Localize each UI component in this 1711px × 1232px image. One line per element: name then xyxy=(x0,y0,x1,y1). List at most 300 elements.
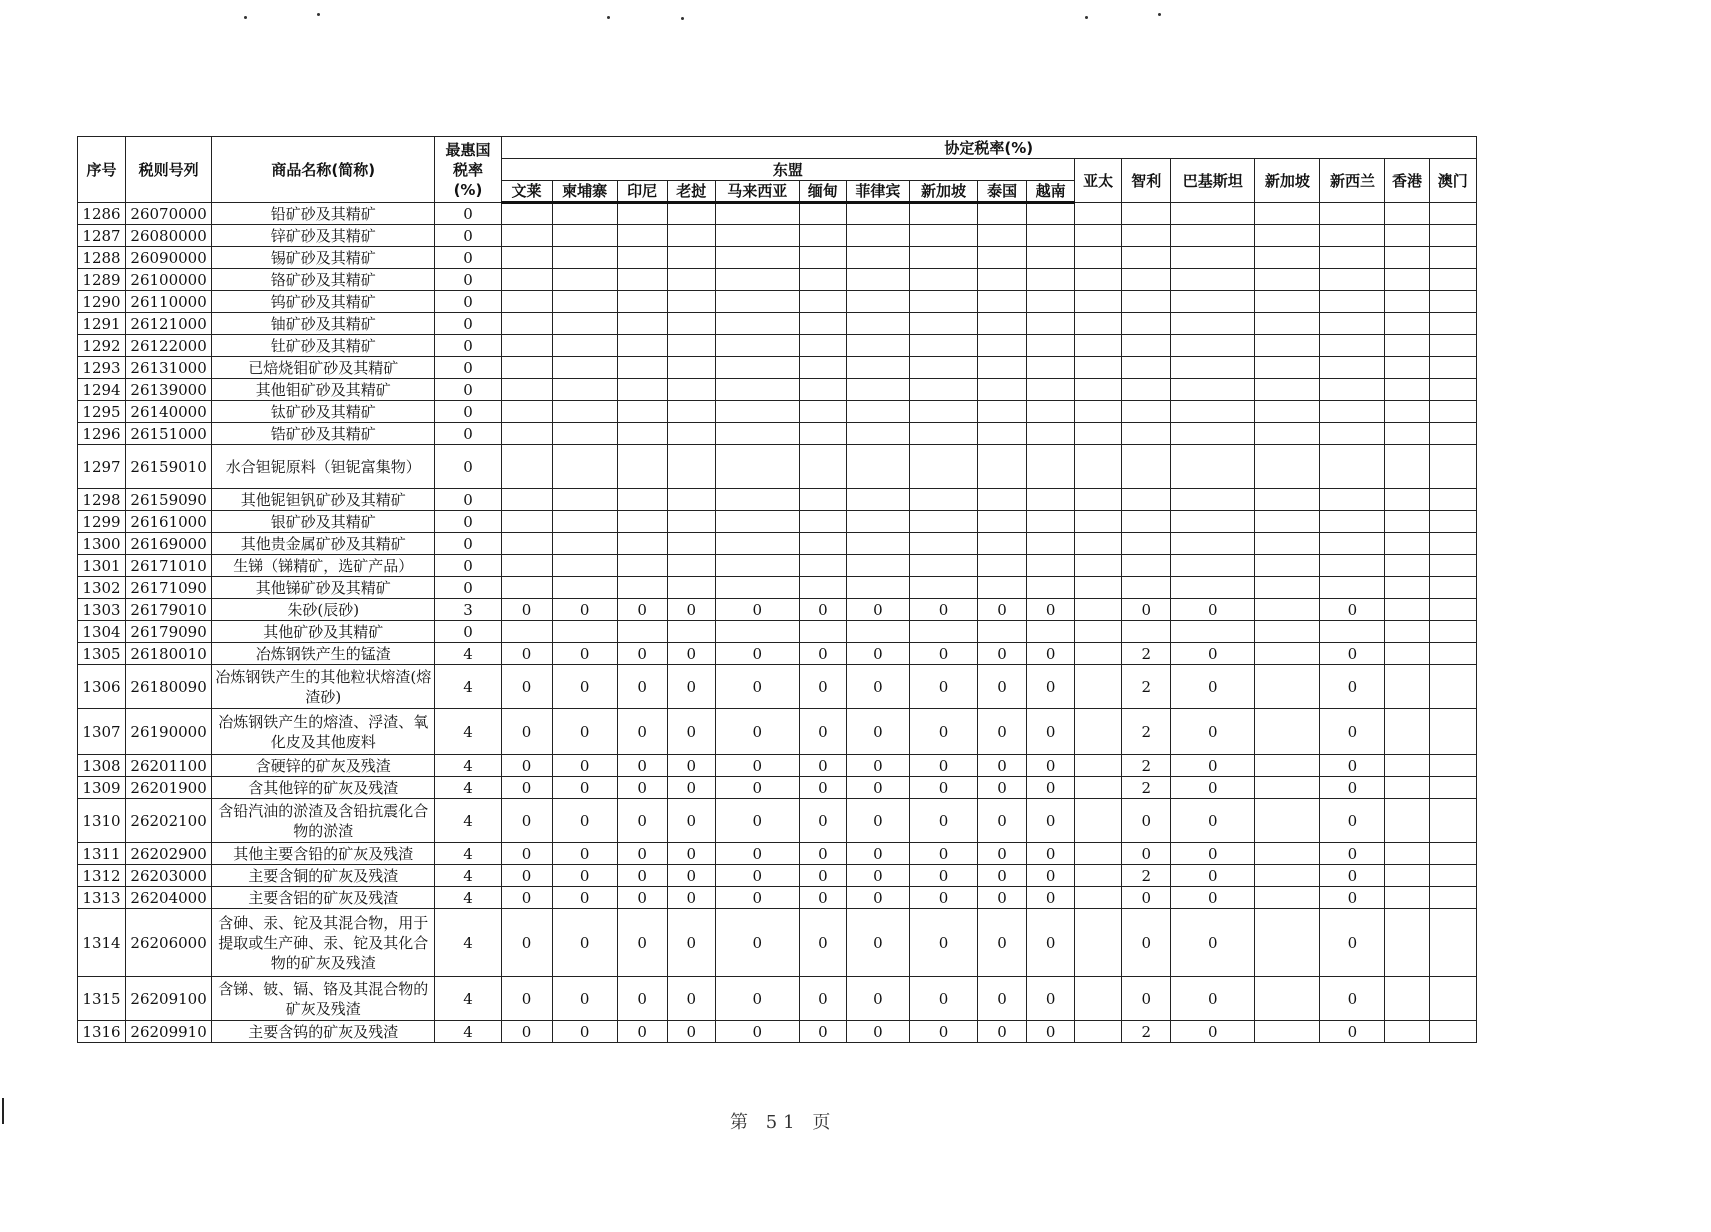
row-agreement-rate xyxy=(1171,533,1255,555)
header-asean-country: 越南 xyxy=(1027,181,1075,203)
row-code: 26202100 xyxy=(126,799,212,843)
row-agreement-rate xyxy=(617,577,667,599)
row-agreement-rate xyxy=(1385,755,1429,777)
row-agreement-rate xyxy=(1171,291,1255,313)
row-agreement-rate xyxy=(1429,269,1476,291)
row-agreement-rate: 0 xyxy=(909,865,977,887)
row-agreement-rate: 0 xyxy=(1122,799,1171,843)
row-agreement-rate xyxy=(846,533,909,555)
row-agreement-rate xyxy=(978,533,1027,555)
row-agreement-rate: 0 xyxy=(978,755,1027,777)
row-agreement-rate: 0 xyxy=(909,1021,977,1043)
row-agreement-rate xyxy=(1429,247,1476,269)
row-agreement-rate xyxy=(552,423,617,445)
row-agreement-rate: 0 xyxy=(1320,887,1385,909)
row-agreement-rate xyxy=(978,445,1027,489)
table-row xyxy=(78,533,1477,555)
row-agreement-rate xyxy=(1385,511,1429,533)
table-row xyxy=(78,423,1477,445)
row-agreement-rate xyxy=(1255,445,1320,489)
row-agreement-rate: 0 xyxy=(978,777,1027,799)
row-agreement-rate: 0 xyxy=(846,977,909,1021)
row-agreement-rate xyxy=(715,533,799,555)
row-agreement-rate xyxy=(501,401,552,423)
row-agreement-rate xyxy=(1027,269,1075,291)
row-code: 26090000 xyxy=(126,247,212,269)
row-agreement-rate xyxy=(799,379,846,401)
row-name: 水合钽铌原料（钽铌富集物） xyxy=(212,445,435,489)
row-agreement-rate xyxy=(1075,665,1122,709)
row-agreement-rate xyxy=(552,489,617,511)
row-agreement-rate xyxy=(1255,643,1320,665)
table-row xyxy=(78,489,1477,511)
table-row xyxy=(78,357,1477,379)
row-agreement-rate xyxy=(667,489,715,511)
row-agreement-rate: 0 xyxy=(1320,599,1385,621)
row-agreement-rate: 0 xyxy=(667,887,715,909)
table-row xyxy=(78,225,1477,247)
row-agreement-rate xyxy=(1027,577,1075,599)
row-agreement-rate xyxy=(1075,843,1122,865)
row-agreement-rate xyxy=(617,247,667,269)
table-row xyxy=(78,511,1477,533)
row-agreement-rate: 0 xyxy=(552,887,617,909)
row-agreement-rate xyxy=(1027,335,1075,357)
row-agreement-rate xyxy=(1385,909,1429,977)
row-seq: 1306 xyxy=(78,665,126,709)
row-agreement-rate: 0 xyxy=(846,887,909,909)
row-seq: 1302 xyxy=(78,577,126,599)
row-agreement-rate: 0 xyxy=(846,843,909,865)
row-agreement-rate xyxy=(1385,665,1429,709)
row-agreement-rate xyxy=(1075,401,1122,423)
row-agreement-rate: 0 xyxy=(552,599,617,621)
row-agreement-rate xyxy=(552,269,617,291)
row-agreement-rate xyxy=(1320,291,1385,313)
row-agreement-rate xyxy=(1255,489,1320,511)
row-agreement-rate xyxy=(1171,621,1255,643)
row-agreement-rate: 0 xyxy=(909,909,977,977)
row-agreement-rate xyxy=(1429,577,1476,599)
row-seq: 1307 xyxy=(78,709,126,755)
row-agreement-rate xyxy=(1171,225,1255,247)
row-agreement-rate xyxy=(1255,401,1320,423)
row-agreement-rate xyxy=(1171,445,1255,489)
row-agreement-rate xyxy=(1122,247,1171,269)
row-code: 26110000 xyxy=(126,291,212,313)
tariff-table xyxy=(77,136,1477,1043)
row-mfn-rate: 4 xyxy=(435,643,501,665)
row-agreement-rate xyxy=(1075,621,1122,643)
row-agreement-rate xyxy=(1255,799,1320,843)
row-seq: 1315 xyxy=(78,977,126,1021)
row-agreement-rate: 0 xyxy=(1171,865,1255,887)
row-agreement-rate xyxy=(1027,533,1075,555)
row-code: 26161000 xyxy=(126,511,212,533)
row-code: 26202900 xyxy=(126,843,212,865)
row-agreement-rate xyxy=(501,379,552,401)
row-agreement-rate xyxy=(909,357,977,379)
row-agreement-rate: 0 xyxy=(1320,643,1385,665)
row-agreement-rate: 0 xyxy=(1027,799,1075,843)
row-agreement-rate xyxy=(846,489,909,511)
row-code: 26179010 xyxy=(126,599,212,621)
row-agreement-rate xyxy=(1027,445,1075,489)
header-mfn-line3: (%) xyxy=(453,180,483,199)
row-agreement-rate xyxy=(1429,1021,1476,1043)
row-agreement-rate xyxy=(617,423,667,445)
header-asean: 东盟 xyxy=(501,159,1075,181)
row-agreement-rate xyxy=(846,291,909,313)
row-agreement-rate xyxy=(1320,577,1385,599)
row-code: 26151000 xyxy=(126,423,212,445)
row-agreement-rate xyxy=(1255,777,1320,799)
row-agreement-rate xyxy=(799,489,846,511)
table-row xyxy=(78,865,1477,887)
row-code: 26201100 xyxy=(126,755,212,777)
row-agreement-rate xyxy=(978,225,1027,247)
row-agreement-rate xyxy=(667,313,715,335)
row-agreement-rate xyxy=(552,225,617,247)
row-agreement-rate xyxy=(1075,909,1122,977)
row-agreement-rate xyxy=(1320,621,1385,643)
row-agreement-rate xyxy=(1027,379,1075,401)
row-agreement-rate xyxy=(1122,511,1171,533)
row-agreement-rate xyxy=(1385,577,1429,599)
row-agreement-rate: 0 xyxy=(846,865,909,887)
row-agreement-rate xyxy=(1320,247,1385,269)
row-name: 冶炼钢铁产生的其他粒状熔渣(熔渣砂) xyxy=(212,665,435,709)
table-row xyxy=(78,1021,1477,1043)
header-partner: 新加坡 xyxy=(1255,159,1320,203)
row-mfn-rate: 4 xyxy=(435,843,501,865)
row-agreement-rate: 0 xyxy=(501,887,552,909)
row-mfn-rate: 0 xyxy=(435,203,501,225)
row-agreement-rate xyxy=(1255,335,1320,357)
row-agreement-rate xyxy=(715,621,799,643)
row-agreement-rate xyxy=(978,335,1027,357)
row-agreement-rate: 0 xyxy=(501,755,552,777)
row-agreement-rate: 0 xyxy=(1122,599,1171,621)
row-agreement-rate xyxy=(1122,291,1171,313)
row-agreement-rate xyxy=(1320,511,1385,533)
row-code: 26204000 xyxy=(126,887,212,909)
row-agreement-rate: 0 xyxy=(1320,977,1385,1021)
row-code: 26131000 xyxy=(126,357,212,379)
row-agreement-rate xyxy=(1075,799,1122,843)
row-agreement-rate xyxy=(1122,445,1171,489)
row-agreement-rate: 0 xyxy=(1171,777,1255,799)
row-agreement-rate xyxy=(501,533,552,555)
row-seq: 1311 xyxy=(78,843,126,865)
row-agreement-rate: 0 xyxy=(909,709,977,755)
row-agreement-rate: 0 xyxy=(667,1021,715,1043)
row-agreement-rate: 0 xyxy=(715,977,799,1021)
row-mfn-rate: 0 xyxy=(435,423,501,445)
row-agreement-rate xyxy=(799,269,846,291)
row-name: 含铅汽油的淤渣及含铅抗震化合物的淤渣 xyxy=(212,799,435,843)
row-agreement-rate: 0 xyxy=(501,1021,552,1043)
row-seq: 1298 xyxy=(78,489,126,511)
row-agreement-rate xyxy=(1171,313,1255,335)
row-agreement-rate: 0 xyxy=(978,799,1027,843)
header-seq: 序号 xyxy=(78,137,126,203)
row-agreement-rate xyxy=(1075,555,1122,577)
row-agreement-rate xyxy=(1320,269,1385,291)
row-agreement-rate xyxy=(1429,643,1476,665)
row-agreement-rate xyxy=(501,489,552,511)
row-agreement-rate xyxy=(799,423,846,445)
row-seq: 1293 xyxy=(78,357,126,379)
row-agreement-rate xyxy=(715,577,799,599)
row-name: 银矿砂及其精矿 xyxy=(212,511,435,533)
row-agreement-rate xyxy=(501,555,552,577)
row-agreement-rate xyxy=(501,511,552,533)
row-name: 锌矿砂及其精矿 xyxy=(212,225,435,247)
row-name: 已焙烧钼矿砂及其精矿 xyxy=(212,357,435,379)
row-agreement-rate: 0 xyxy=(799,887,846,909)
row-agreement-rate xyxy=(552,247,617,269)
row-agreement-rate xyxy=(667,621,715,643)
row-agreement-rate xyxy=(1122,555,1171,577)
row-name: 主要含钨的矿灰及残渣 xyxy=(212,1021,435,1043)
row-name: 其他铌钽钒矿砂及其精矿 xyxy=(212,489,435,511)
row-mfn-rate: 0 xyxy=(435,489,501,511)
row-agreement-rate xyxy=(1027,313,1075,335)
row-agreement-rate: 0 xyxy=(501,909,552,977)
row-agreement-rate: 0 xyxy=(1122,843,1171,865)
row-agreement-rate xyxy=(667,269,715,291)
row-agreement-rate xyxy=(1255,621,1320,643)
row-agreement-rate xyxy=(799,401,846,423)
row-agreement-rate xyxy=(978,291,1027,313)
row-agreement-rate xyxy=(1429,313,1476,335)
row-agreement-rate xyxy=(1122,357,1171,379)
row-agreement-rate xyxy=(1385,865,1429,887)
row-agreement-rate: 0 xyxy=(1027,1021,1075,1043)
row-agreement-rate xyxy=(1075,423,1122,445)
row-agreement-rate: 0 xyxy=(617,799,667,843)
row-code: 26139000 xyxy=(126,379,212,401)
row-agreement-rate: 0 xyxy=(799,599,846,621)
row-agreement-rate xyxy=(1255,225,1320,247)
row-agreement-rate: 0 xyxy=(501,599,552,621)
row-agreement-rate: 0 xyxy=(617,599,667,621)
row-agreement-rate xyxy=(501,621,552,643)
row-agreement-rate: 0 xyxy=(715,755,799,777)
table-row xyxy=(78,777,1477,799)
header-asean-country: 菲律宾 xyxy=(846,181,909,203)
row-agreement-rate xyxy=(1255,865,1320,887)
row-agreement-rate xyxy=(1122,423,1171,445)
row-agreement-rate: 0 xyxy=(501,865,552,887)
header-partner: 亚太 xyxy=(1075,159,1122,203)
row-agreement-rate xyxy=(909,313,977,335)
row-agreement-rate xyxy=(909,489,977,511)
row-agreement-rate xyxy=(1429,401,1476,423)
header-mfn-line1: 最惠国 xyxy=(445,140,491,159)
row-seq: 1288 xyxy=(78,247,126,269)
row-agreement-rate xyxy=(1075,865,1122,887)
row-agreement-rate xyxy=(799,225,846,247)
row-agreement-rate: 0 xyxy=(799,665,846,709)
row-agreement-rate: 0 xyxy=(846,909,909,977)
header-partner: 智利 xyxy=(1122,159,1171,203)
row-agreement-rate xyxy=(667,423,715,445)
row-agreement-rate xyxy=(1320,379,1385,401)
row-agreement-rate xyxy=(1320,533,1385,555)
row-agreement-rate xyxy=(1122,533,1171,555)
row-mfn-rate: 0 xyxy=(435,445,501,489)
row-agreement-rate xyxy=(715,511,799,533)
row-agreement-rate xyxy=(1075,379,1122,401)
row-agreement-rate xyxy=(1075,755,1122,777)
row-agreement-rate xyxy=(501,335,552,357)
row-agreement-rate xyxy=(1027,555,1075,577)
row-agreement-rate xyxy=(1255,269,1320,291)
row-agreement-rate: 0 xyxy=(1171,977,1255,1021)
row-agreement-rate: 0 xyxy=(846,777,909,799)
row-agreement-rate xyxy=(1075,269,1122,291)
header-partner: 巴基斯坦 xyxy=(1171,159,1255,203)
row-agreement-rate: 0 xyxy=(1320,799,1385,843)
row-agreement-rate: 0 xyxy=(617,843,667,865)
row-agreement-rate xyxy=(1255,291,1320,313)
row-agreement-rate xyxy=(1171,489,1255,511)
row-seq: 1308 xyxy=(78,755,126,777)
row-agreement-rate xyxy=(909,555,977,577)
row-agreement-rate: 0 xyxy=(715,865,799,887)
row-agreement-rate xyxy=(909,621,977,643)
row-agreement-rate xyxy=(501,203,552,225)
row-mfn-rate: 4 xyxy=(435,909,501,977)
row-agreement-rate xyxy=(846,621,909,643)
row-agreement-rate xyxy=(1075,291,1122,313)
row-agreement-rate xyxy=(1255,203,1320,225)
row-seq: 1294 xyxy=(78,379,126,401)
row-agreement-rate xyxy=(715,269,799,291)
row-agreement-rate xyxy=(552,401,617,423)
row-agreement-rate: 0 xyxy=(799,709,846,755)
row-agreement-rate: 0 xyxy=(617,865,667,887)
row-code: 26201900 xyxy=(126,777,212,799)
row-agreement-rate: 0 xyxy=(1171,887,1255,909)
row-agreement-rate xyxy=(1255,511,1320,533)
row-agreement-rate xyxy=(1385,357,1429,379)
row-name: 主要含铝的矿灰及残渣 xyxy=(212,887,435,909)
row-agreement-rate xyxy=(909,247,977,269)
table-row xyxy=(78,555,1477,577)
row-agreement-rate xyxy=(1385,643,1429,665)
row-mfn-rate: 0 xyxy=(435,357,501,379)
row-agreement-rate xyxy=(617,379,667,401)
table-row xyxy=(78,599,1477,621)
row-agreement-rate: 0 xyxy=(1320,777,1385,799)
row-agreement-rate: 0 xyxy=(552,909,617,977)
row-agreement-rate xyxy=(1255,555,1320,577)
row-agreement-rate xyxy=(715,247,799,269)
row-agreement-rate xyxy=(1027,511,1075,533)
header-asean-country: 柬埔寨 xyxy=(552,181,617,203)
row-agreement-rate: 0 xyxy=(1171,709,1255,755)
row-agreement-rate xyxy=(1075,445,1122,489)
row-agreement-rate xyxy=(1320,555,1385,577)
row-name: 主要含铜的矿灰及残渣 xyxy=(212,865,435,887)
row-code: 26179090 xyxy=(126,621,212,643)
row-mfn-rate: 4 xyxy=(435,755,501,777)
table-row xyxy=(78,291,1477,313)
header-asean-country: 印尼 xyxy=(617,181,667,203)
row-code: 26121000 xyxy=(126,313,212,335)
row-name: 冶炼钢铁产生的锰渣 xyxy=(212,643,435,665)
row-agreement-rate xyxy=(715,401,799,423)
row-agreement-rate xyxy=(1255,665,1320,709)
row-name: 铅矿砂及其精矿 xyxy=(212,203,435,225)
row-agreement-rate: 0 xyxy=(501,665,552,709)
header-asean-country: 缅甸 xyxy=(799,181,846,203)
row-agreement-rate xyxy=(1385,977,1429,1021)
row-code: 26209910 xyxy=(126,1021,212,1043)
row-agreement-rate xyxy=(715,555,799,577)
row-agreement-rate xyxy=(1255,357,1320,379)
row-code: 26169000 xyxy=(126,533,212,555)
row-agreement-rate xyxy=(1255,533,1320,555)
row-agreement-rate: 0 xyxy=(1320,709,1385,755)
row-agreement-rate: 0 xyxy=(799,643,846,665)
row-agreement-rate xyxy=(1385,621,1429,643)
row-agreement-rate xyxy=(1255,247,1320,269)
row-agreement-rate xyxy=(715,445,799,489)
row-agreement-rate: 0 xyxy=(1320,755,1385,777)
row-agreement-rate xyxy=(909,577,977,599)
row-agreement-rate xyxy=(1429,357,1476,379)
row-agreement-rate: 0 xyxy=(715,799,799,843)
row-agreement-rate: 0 xyxy=(552,777,617,799)
row-agreement-rate xyxy=(1429,291,1476,313)
row-agreement-rate xyxy=(1075,643,1122,665)
row-agreement-rate: 0 xyxy=(715,643,799,665)
row-agreement-rate: 0 xyxy=(667,643,715,665)
row-agreement-rate xyxy=(799,555,846,577)
header-code: 税则号列 xyxy=(126,137,212,203)
row-agreement-rate xyxy=(1320,203,1385,225)
row-agreement-rate xyxy=(617,335,667,357)
row-name: 其他锑矿砂及其精矿 xyxy=(212,577,435,599)
row-agreement-rate xyxy=(501,577,552,599)
row-agreement-rate xyxy=(1429,379,1476,401)
row-agreement-rate: 0 xyxy=(909,643,977,665)
row-agreement-rate xyxy=(667,247,715,269)
row-agreement-rate: 0 xyxy=(667,709,715,755)
row-agreement-rate xyxy=(1385,313,1429,335)
header-asean-country: 新加坡 xyxy=(909,181,977,203)
row-mfn-rate: 0 xyxy=(435,335,501,357)
row-name: 其他矿砂及其精矿 xyxy=(212,621,435,643)
row-agreement-rate xyxy=(846,335,909,357)
row-agreement-rate: 0 xyxy=(799,799,846,843)
row-agreement-rate xyxy=(846,445,909,489)
row-agreement-rate: 0 xyxy=(1027,909,1075,977)
row-agreement-rate xyxy=(1385,1021,1429,1043)
row-agreement-rate xyxy=(1075,489,1122,511)
row-agreement-rate xyxy=(799,247,846,269)
row-agreement-rate: 2 xyxy=(1122,665,1171,709)
row-agreement-rate xyxy=(501,423,552,445)
table-row xyxy=(78,665,1477,709)
row-name: 锆矿砂及其精矿 xyxy=(212,423,435,445)
row-agreement-rate xyxy=(1075,887,1122,909)
row-name: 钍矿砂及其精矿 xyxy=(212,335,435,357)
